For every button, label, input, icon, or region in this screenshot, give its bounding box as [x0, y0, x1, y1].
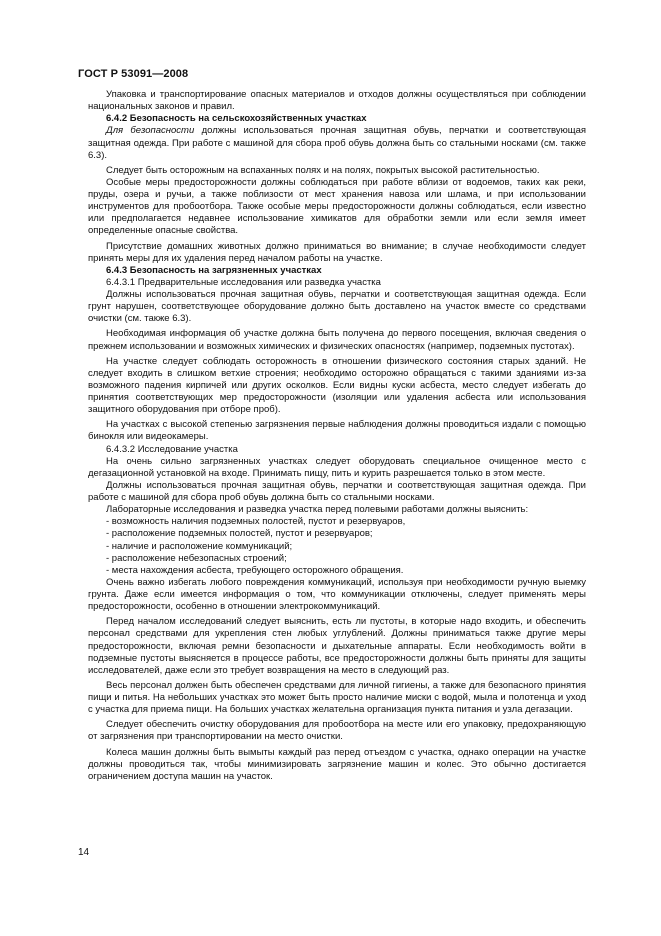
- paragraph: Присутствие домашних животных должно приниматься во внимание; в случае необходимости следует принять меры для их удаления перед началом работы на участке.: [88, 240, 586, 264]
- list-item: - наличие и расположение коммуникаций;: [106, 540, 293, 552]
- list-item: - возможность наличия подземных полостей, пустот и резервуаров,: [106, 516, 406, 528]
- paragraph: Должны использоваться прочная защитная обувь, перчатки и соответствующая защитная одежда. Если грунт нарушен, соответствующее оборудование должно быть доставлено на участок вместе со средствами очистки (см. также 6.3).: [88, 289, 586, 325]
- paragraph: Необходимая информация об участке должна быть получена до первого посещения, включая сведения о прежнем использовании и возможных химических и физических опасностях (например, подземных пустотах).: [88, 328, 586, 352]
- paragraph: На участках с высокой степенью загрязнения первые наблюдения должны проводиться издали с помощью бинокля или видеокамеры.: [88, 419, 586, 443]
- paragraph: [88, 125, 586, 161]
- subsection-heading: 6.4.3.1 Предварительные исследования или разведка участка: [106, 276, 381, 288]
- document-body: [88, 89, 586, 783]
- paragraph: Должны использоваться прочная защитная обувь, перчатки и соответствующая защитная одежда. При работе с машиной для сбора проб обувь должна быть со стальными носками.: [88, 479, 586, 503]
- section-heading: 6.4.3 Безопасность на загрязненных участках: [106, 264, 322, 276]
- paragraph: На очень сильно загрязненных участках следует оборудовать специальное очищенное место с дегазационной установкой на входе. Принимать пищу, пить и курить разрешается только в этом месте.: [88, 455, 586, 479]
- paragraph: Весь персонал должен быть обеспечен средствами для личной гигиены, а также для безопасного принятия пищи и питья. На небольших участках это может быть просто наличие миски с водой, мыла и полотенца и уход с участка для приема пищи. На больших участках желательна организация пункта питания и узла дегазации.: [88, 679, 586, 716]
- paragraph: Особые меры предосторожности должны соблюдаться при работе вблизи от водоемов, таких как реки, пруды, озера и ручьи, а также поблизости от мест хранения навоза или шлама, и при использовании инструментов для пробоотбора. Также особые меры предосторожности должны соблюдаться, если известно или предполагается недавнее использование химикатов для обработки земли или если земля имеет определенные опасные свойства.: [88, 176, 586, 237]
- paragraph: Колеса машин должны быть вымыты каждый раз перед отъездом с участка, однако операции на участке должны проводиться так, чтобы минимизировать загрязнение машин и колес. Это обычно достигается ограничением доступа машин на участок.: [88, 746, 586, 782]
- paragraph: Лабораторные исследования и разведка участка перед полевыми работами должны выяснить:: [106, 504, 529, 516]
- paragraph: Следует обеспечить очистку оборудования для пробоотбора на месте или его упаковку, предохраняющую от загрязнения при транспортировании на место очистки.: [88, 719, 586, 743]
- paragraph: Очень важно избегать любого повреждения коммуникаций, используя при необходимости ручную выемку грунта. Даже если имеется информация о том, что коммуникации отключены, следует применять меры предосторожности, особенно в отношении электрокоммуникаций.: [88, 576, 586, 613]
- standard-header: ГОСТ Р 53091—2008: [78, 68, 189, 80]
- list-item: - расположение подземных полостей, пустот и резервуаров;: [106, 528, 373, 540]
- paragraph-text: должны использоваться прочная защитная обувь, перчатки и соответствующая защитная одежда. При работе с машиной для сбора проб обувь должна быть со стальными носками (см. также 6.3).: [88, 125, 587, 161]
- page-number: 14: [78, 847, 90, 858]
- subsection-heading: 6.4.3.2 Исследование участка: [106, 443, 238, 455]
- paragraph: Следует быть осторожным на вспаханных полях и на полях, покрытых высокой растительностью.: [106, 164, 540, 176]
- paragraph: Перед началом исследований следует выяснить, есть ли пустоты, в которые надо входить, и обеспечить персонал средствами для укрепления стен любых углублений. Должны приниматься также другие меры предосторожности, включая ремни безопасности и дыхательные аппараты. Если необходимость войти в подземные пустоты выясняется в процессе работы, все предосторожности должны быть приняты для защиты исследователей, даже если это требует возвращения на место в следующий раз.: [88, 616, 586, 676]
- paragraph: На участке следует соблюдать осторожность в отношении физического состояния старых зданий. Не следует входить в слишком ветхие строения; необходимо осторожно обращаться с такими зданиями из-за возможного падения кирпичей или других осколков. Если видны куски асбеста, место следует избегать до принятия соответствующих мер предосторожности (изоляции или удаления асбеста или использования защитного оборудования при отборе проб).: [88, 355, 586, 416]
- section-heading: 6.4.2 Безопасность на сельскохозяйственных участках: [106, 113, 367, 125]
- list-item: - расположение небезопасных строений;: [106, 552, 287, 564]
- list-item: - места нахождения асбеста, требующего осторожного обращения.: [106, 564, 404, 576]
- paragraph: Упаковка и транспортирование опасных материалов и отходов должны осуществляться при соблюдении национальных законов и правил.: [88, 89, 586, 113]
- italic-lead: Для безопасности: [106, 125, 195, 137]
